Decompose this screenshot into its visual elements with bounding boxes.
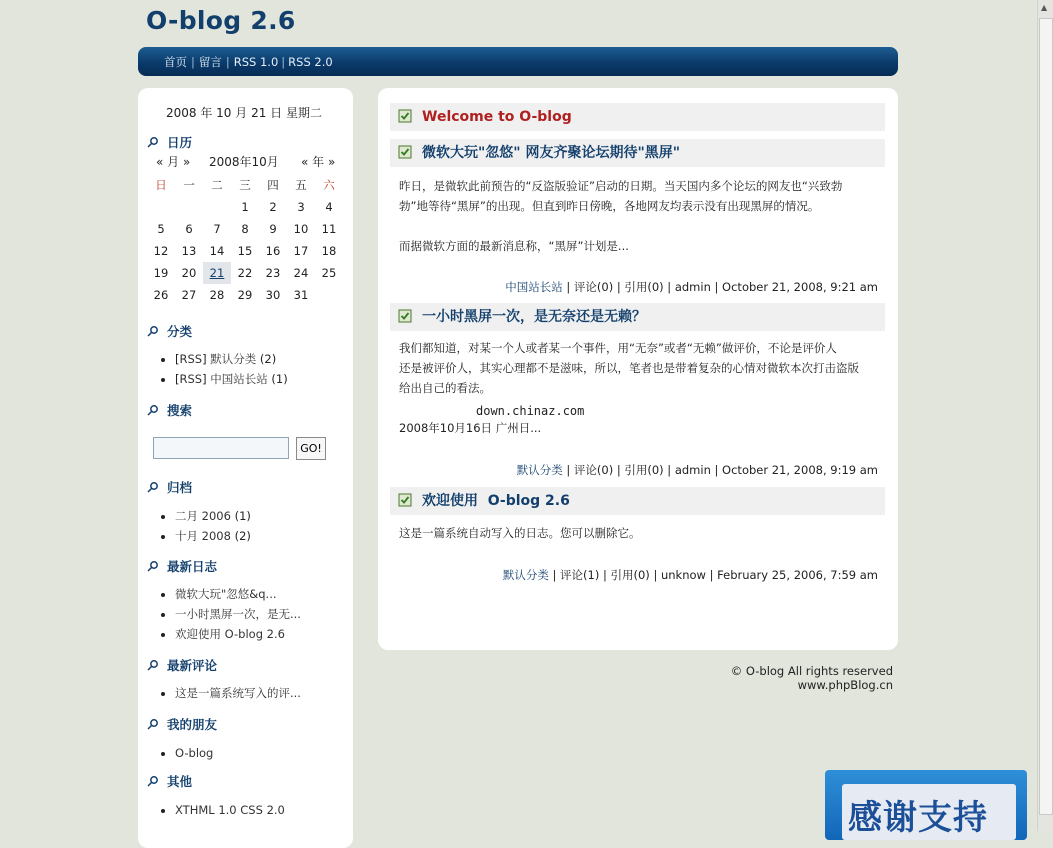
calendar-day: 6 [185,222,193,236]
recent-post-item [175,604,301,624]
calendar-month-nav[interactable]: « 月 » [156,155,191,169]
nav-rss2-link[interactable]: RSS 2.0 [288,55,333,69]
calendar-day: 26 [153,288,169,302]
friends-list [157,743,213,763]
main-content [378,88,898,650]
other-heading-label: 其他 [167,774,193,789]
calendar-day: 17 [293,244,309,258]
category-item: • [RSS] 中国站长站 (1) [175,369,288,389]
calendar-year-nav[interactable]: « 年 » [301,155,336,169]
archive-heading-label: 归档 [167,480,193,495]
calendar-day: 18 [321,244,337,258]
archive-link[interactable]: 二月 2006 [175,509,231,523]
search-heading [147,401,192,419]
calendar-month-title: 2008年10月 [209,155,279,169]
post-title-bar [390,487,885,515]
calendar-day: 14 [209,244,225,258]
welcome-title-bar [390,103,885,131]
other-item [175,800,285,820]
post-meta [517,462,878,478]
post-body [399,523,884,543]
friend-link[interactable]: O-blog [175,746,214,760]
post-title-bar [390,303,885,331]
post-icon [398,109,412,123]
nav-rss1-link[interactable]: RSS 1.0 [233,55,279,69]
pushpin-icon [147,775,159,787]
recent-post-item [175,624,301,644]
recent-comments-list [157,683,301,703]
post-body-line: 给出自己的看法。 [399,381,491,395]
categories-list [157,349,288,389]
archive-heading [147,478,192,496]
post-category-link[interactable]: 中国站长站 [505,280,563,294]
calendar-day: 28 [209,288,225,302]
calendar-day: 29 [237,288,253,302]
post-dateline: 2008年10月16日 广州日... [399,421,542,435]
calendar-day: 1 [241,200,249,214]
calendar-week [147,218,343,240]
post-body-line: 我们都知道，对某一个人或者某一个事件，用“无奈”或者“无赖”做评价，不论是评价人 [399,341,837,355]
post-meta-text: | 评论(1) | 引用(0) | unknow | February 25, 2006, 7:59 am [548,568,878,582]
post-title-bar [390,139,885,167]
scroll-up-arrow-icon[interactable]: ▲ [1041,3,1048,12]
calendar-day: 9 [269,222,277,236]
recent-post-item [175,584,301,604]
css-link[interactable]: CSS 2.0 [240,803,285,817]
pushpin-icon [147,718,159,730]
footer [731,664,893,692]
nav-guestbook-link[interactable]: 留言 [198,55,222,69]
top-nav-bar: 首页 | 留言 | RSS 1.0 | RSS 2.0 [138,47,898,76]
calendar-day: 19 [153,266,169,280]
archive-item [175,506,251,526]
calendar-weekday-row [147,174,343,196]
post-meta [503,567,878,583]
calendar-day: 20 [181,266,197,280]
recent-comment-item [175,683,301,703]
xhtml-link[interactable]: XTHML 1.0 [175,803,237,817]
post-category-link[interactable]: 默认分类 [516,463,563,477]
category-count: (2) [259,352,277,366]
calendar-day-today[interactable]: 21 [203,262,231,284]
weekday-wed: 三 [239,178,251,192]
recent-post-link[interactable]: 一小时黑屏一次，是无... [175,607,301,621]
post-body-line: 勃”地等待“黑屏”的出现。但直到昨日傍晚，各地网友均表示没有出现黑屏的情况。 [399,199,820,213]
friend-item [175,743,213,763]
weekday-tue: 二 [211,178,223,192]
post-body-line: 还是被评价人，其实心理都不是滋味，所以，笔者也是带着复杂的心情对微软本次打击盗版 [399,361,859,375]
calendar-day: 3 [297,200,305,214]
thanks-banner-panel [842,784,1016,840]
weekday-sun: 日 [155,178,167,192]
current-date: 2008 年 10 月 21 日 星期二 [166,106,322,120]
calendar-day [203,196,231,218]
pushpin-icon [147,659,159,671]
nav-home-link[interactable]: 首页 [164,55,187,69]
calendar-day [147,196,175,218]
archive-count: (1) [234,509,251,523]
search-input[interactable] [153,437,289,459]
calendar-day: 11 [321,222,337,236]
welcome-title: Welcome to O-blog [422,109,572,125]
post-source: down.chinaz.com [476,404,585,418]
other-list [157,800,285,820]
thanks-banner[interactable] [825,770,1027,840]
post-body-line: 而据微软方面的最新消息称，“黑屏”计划是... [399,239,629,253]
recent-comments-heading [147,656,217,674]
archive-link[interactable]: 十月 2008 [175,529,231,543]
weekday-fri: 五 [295,178,307,192]
calendar-week [147,262,343,284]
pushpin-icon [147,560,159,572]
calendar-day: 10 [293,222,309,236]
search-go-button[interactable]: GO! [296,437,326,460]
weekday-thu: 四 [267,178,279,192]
recent-posts-list [157,584,301,644]
category-link[interactable]: 中国站长站 [210,372,268,386]
category-count: (1) [271,372,288,386]
calendar-week [147,196,343,218]
calendar-day [175,196,203,218]
calendar-day: 24 [293,266,309,280]
post-body-line [399,216,884,236]
calendar-day: 7 [213,222,221,236]
pushpin-icon [147,325,159,337]
archive-count: (2) [234,529,251,543]
post-body-line: 昨日，是微软此前预告的“反盗版验证”启动的日期。当天国内多个论坛的网友也“兴致勃 [399,179,843,193]
calendar-day: 25 [321,266,337,280]
calendar-day: 12 [153,244,169,258]
site-title[interactable]: O-blog 2.6 [146,6,296,35]
post-icon [398,309,412,323]
calendar-heading-label: 日历 [167,135,193,150]
recent-comments-heading-label: 最新评论 [167,658,218,673]
post-icon [398,145,412,159]
friends-heading-label: 我的朋友 [167,717,218,732]
sidebar [138,88,353,848]
calendar-heading [147,133,192,151]
archive-item [175,526,251,546]
categories-heading-label: 分类 [167,324,193,339]
calendar-week [147,284,343,306]
post-body [399,176,884,256]
calendar-week [147,240,343,262]
thanks-banner-text: 感谢支持 [848,798,988,838]
recent-post-link[interactable]: 微软大玩"忽悠&q... [175,587,277,601]
post-meta [505,279,878,295]
archive-list [157,506,251,546]
post-body-line: 这是一篇系统自动写入的日志。您可以删除它。 [399,526,641,540]
calendar-day: 27 [181,288,197,302]
vertical-scrollbar[interactable] [1037,0,1053,831]
friends-heading [147,715,217,733]
category-rss-link[interactable]: RSS [179,352,203,366]
weekday-mon: 一 [183,178,195,192]
calendar-day: 30 [265,288,281,302]
category-item: • [RSS] 默认分类 (2) [175,349,288,369]
category-rss-link[interactable]: RSS [179,372,203,386]
calendar-grid [147,174,343,306]
calendar-day: 23 [265,266,281,280]
calendar-day: 2 [269,200,277,214]
post-meta-text: | 评论(0) | 引用(0) | admin | October 21, 2008, 9:21 am [562,280,878,294]
calendar-day: 16 [265,244,281,258]
recent-post-link[interactable]: 欢迎使用 O-blog 2.6 [175,627,285,641]
pushpin-icon [147,136,159,148]
calendar-day: 5 [157,222,165,236]
search-heading-label: 搜索 [167,403,193,418]
calendar-day [315,284,343,306]
calendar-day: 4 [325,200,333,214]
weekday-sat: 六 [323,178,335,192]
post-category-link[interactable]: 默认分类 [502,568,549,582]
post-title-link[interactable]: 欢迎使用 O-blog 2.6 [422,493,570,509]
categories-heading [147,322,192,340]
copyright-text: © O-blog All rights reserved [730,664,893,678]
post-meta-text: | 评论(0) | 引用(0) | admin | October 21, 2008, 9:19 am [562,463,878,477]
scrollbar-thumb[interactable] [1039,18,1053,815]
pushpin-icon [147,481,159,493]
other-heading [147,772,192,790]
calendar-day: 13 [181,244,197,258]
post-title-link[interactable]: 一小时黑屏一次，是无奈还是无赖？ [422,309,646,325]
recent-posts-heading [147,557,217,575]
recent-posts-heading-label: 最新日志 [167,559,218,574]
calendar-day: 15 [237,244,253,258]
footer-site-link[interactable]: www.phpBlog.cn [797,678,893,692]
calendar-day: 22 [237,266,253,280]
post-icon [398,493,412,507]
recent-comment-link[interactable]: 这是一篇系统写入的评... [175,686,301,700]
category-link[interactable]: 默认分类 [210,352,257,366]
pushpin-icon [147,404,159,416]
calendar-day: 8 [241,222,249,236]
post-title-link[interactable]: 微软大玩"忽悠" 网友齐聚论坛期待"黑屏" [422,145,681,161]
calendar-day: 31 [293,288,309,302]
post-body [399,338,884,398]
